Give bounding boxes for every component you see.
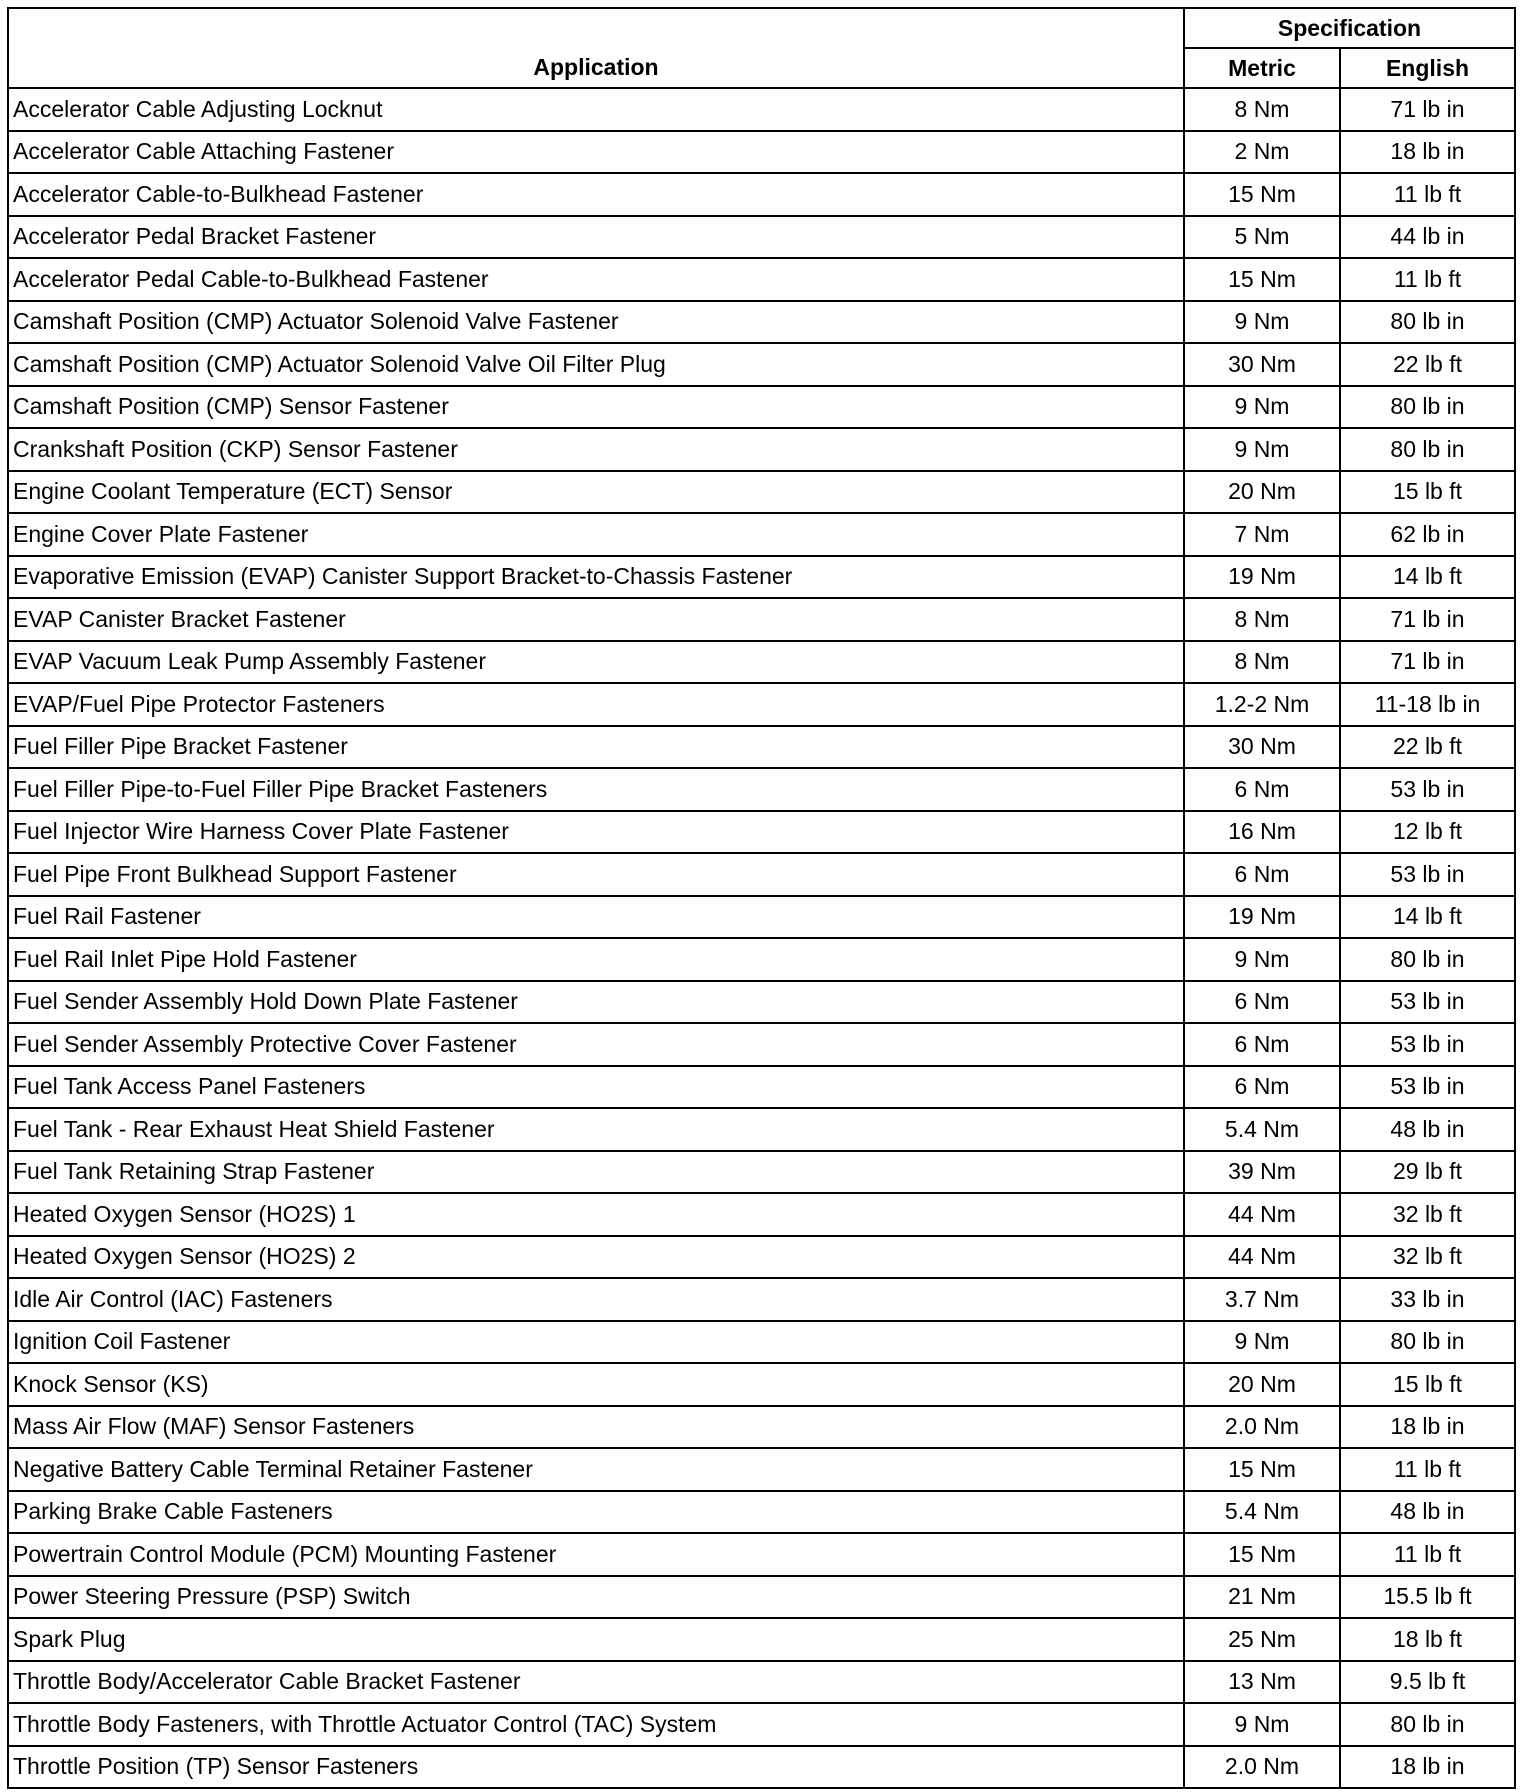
english-cell: 53 lb in [1340,1066,1515,1109]
english-cell: 18 lb in [1340,1406,1515,1449]
table-row [8,471,1515,514]
metric-cell: 30 Nm [1184,343,1340,386]
metric-cell: 16 Nm [1184,811,1340,854]
table-row [8,811,1515,854]
metric-cell: 6 Nm [1184,1023,1340,1066]
metric-cell: 8 Nm [1184,88,1340,131]
english-cell: 11 lb ft [1340,258,1515,301]
english-cell: 33 lb in [1340,1278,1515,1321]
metric-cell: 39 Nm [1184,1151,1340,1194]
application-cell: Throttle Position (TP) Sensor Fasteners [8,1746,1184,1789]
table-row [8,1321,1515,1364]
metric-cell: 8 Nm [1184,641,1340,684]
metric-cell: 3.7 Nm [1184,1278,1340,1321]
table-header-row [8,8,1515,48]
english-cell: 12 lb ft [1340,811,1515,854]
table-row [8,386,1515,429]
table-row [8,1066,1515,1109]
table-row [8,1363,1515,1406]
english-cell: 80 lb in [1340,301,1515,344]
metric-cell: 9 Nm [1184,938,1340,981]
table-row [8,1448,1515,1491]
table-row [8,641,1515,684]
english-cell: 11 lb ft [1340,1533,1515,1576]
english-cell: 53 lb in [1340,1023,1515,1066]
english-cell: 9.5 lb ft [1340,1661,1515,1704]
application-cell: Spark Plug [8,1618,1184,1661]
table-row [8,1533,1515,1576]
application-cell: Knock Sensor (KS) [8,1363,1184,1406]
metric-cell: 20 Nm [1184,471,1340,514]
application-cell: Fuel Rail Inlet Pipe Hold Fastener [8,938,1184,981]
english-cell: 62 lb in [1340,513,1515,556]
application-cell: Accelerator Cable Adjusting Locknut [8,88,1184,131]
table-row [8,1746,1515,1789]
application-cell: Negative Battery Cable Terminal Retainer Fastener [8,1448,1184,1491]
metric-cell: 25 Nm [1184,1618,1340,1661]
english-cell: 18 lb in [1340,131,1515,174]
english-cell: 71 lb in [1340,641,1515,684]
application-cell: Fuel Tank Access Panel Fasteners [8,1066,1184,1109]
application-cell: Fuel Rail Fastener [8,896,1184,939]
english-cell: 29 lb ft [1340,1151,1515,1194]
application-cell: Fuel Tank Retaining Strap Fastener [8,1151,1184,1194]
table-row [8,1703,1515,1746]
english-cell: 80 lb in [1340,938,1515,981]
english-cell: 80 lb in [1340,1703,1515,1746]
english-cell: 22 lb ft [1340,726,1515,769]
table-row [8,598,1515,641]
english-cell: 14 lb ft [1340,556,1515,599]
metric-cell: 6 Nm [1184,981,1340,1024]
metric-cell: 30 Nm [1184,726,1340,769]
application-cell: EVAP Vacuum Leak Pump Assembly Fastener [8,641,1184,684]
application-cell: Engine Cover Plate Fastener [8,513,1184,556]
english-cell: 32 lb ft [1340,1236,1515,1279]
table-row [8,1278,1515,1321]
table-row [8,258,1515,301]
metric-cell: 6 Nm [1184,768,1340,811]
metric-cell: 15 Nm [1184,1448,1340,1491]
application-cell: Camshaft Position (CMP) Sensor Fastener [8,386,1184,429]
application-cell: Power Steering Pressure (PSP) Switch [8,1576,1184,1619]
english-cell: 44 lb in [1340,216,1515,259]
table-row [8,1491,1515,1534]
application-cell: Fuel Filler Pipe-to-Fuel Filler Pipe Bracket Fasteners [8,768,1184,811]
table-row [8,938,1515,981]
metric-cell: 2.0 Nm [1184,1746,1340,1789]
table-row [8,1576,1515,1619]
table-row [8,1406,1515,1449]
table-row [8,88,1515,131]
english-cell: 53 lb in [1340,981,1515,1024]
table-row [8,1151,1515,1194]
application-cell: Ignition Coil Fastener [8,1321,1184,1364]
table-row [8,726,1515,769]
metric-cell: 9 Nm [1184,301,1340,344]
metric-cell: 13 Nm [1184,1661,1340,1704]
metric-cell: 19 Nm [1184,896,1340,939]
english-cell: 48 lb in [1340,1491,1515,1534]
table-row [8,173,1515,216]
application-cell: Accelerator Cable-to-Bulkhead Fastener [8,173,1184,216]
metric-cell: 19 Nm [1184,556,1340,599]
english-cell: 14 lb ft [1340,896,1515,939]
english-cell: 22 lb ft [1340,343,1515,386]
application-cell: Throttle Body Fasteners, with Throttle Actuator Control (TAC) System [8,1703,1184,1746]
table-row [8,131,1515,174]
application-cell: Fuel Sender Assembly Hold Down Plate Fastener [8,981,1184,1024]
metric-cell: 44 Nm [1184,1236,1340,1279]
english-cell: 48 lb in [1340,1108,1515,1151]
application-cell: Accelerator Pedal Cable-to-Bulkhead Fastener [8,258,1184,301]
table-row [8,1618,1515,1661]
application-cell: Throttle Body/Accelerator Cable Bracket Fastener [8,1661,1184,1704]
table-row [8,896,1515,939]
metric-cell: 5.4 Nm [1184,1491,1340,1534]
table-row [8,1023,1515,1066]
metric-cell: 15 Nm [1184,173,1340,216]
table-row [8,683,1515,726]
application-cell: Heated Oxygen Sensor (HO2S) 1 [8,1193,1184,1236]
english-cell: 15 lb ft [1340,1363,1515,1406]
english-cell: 53 lb in [1340,853,1515,896]
english-cell: 80 lb in [1340,428,1515,471]
metric-cell: 2 Nm [1184,131,1340,174]
application-cell: EVAP/Fuel Pipe Protector Fasteners [8,683,1184,726]
application-cell: Fuel Filler Pipe Bracket Fastener [8,726,1184,769]
english-cell: 71 lb in [1340,88,1515,131]
english-cell: 18 lb ft [1340,1618,1515,1661]
english-cell: 53 lb in [1340,768,1515,811]
metric-cell: 20 Nm [1184,1363,1340,1406]
application-cell: Idle Air Control (IAC) Fasteners [8,1278,1184,1321]
metric-cell: 9 Nm [1184,386,1340,429]
application-cell: Evaporative Emission (EVAP) Canister Support Bracket-to-Chassis Fastener [8,556,1184,599]
application-cell: Camshaft Position (CMP) Actuator Solenoid Valve Oil Filter Plug [8,343,1184,386]
metric-cell: 6 Nm [1184,853,1340,896]
table-row [8,343,1515,386]
table-row [8,216,1515,259]
metric-cell: 6 Nm [1184,1066,1340,1109]
application-cell: Parking Brake Cable Fasteners [8,1491,1184,1534]
metric-cell: 44 Nm [1184,1193,1340,1236]
application-cell: Fuel Sender Assembly Protective Cover Fastener [8,1023,1184,1066]
table-row [8,1661,1515,1704]
metric-cell: 5.4 Nm [1184,1108,1340,1151]
english-cell: 80 lb in [1340,1321,1515,1364]
metric-cell: 8 Nm [1184,598,1340,641]
table-row [8,1193,1515,1236]
metric-cell: 21 Nm [1184,1576,1340,1619]
application-cell: Powertrain Control Module (PCM) Mounting Fastener [8,1533,1184,1576]
english-cell: 11-18 lb in [1340,683,1515,726]
table-row [8,1236,1515,1279]
application-cell: Accelerator Cable Attaching Fastener [8,131,1184,174]
torque-spec-table [7,7,1516,1789]
table-row [8,853,1515,896]
application-cell: Fuel Tank - Rear Exhaust Heat Shield Fastener [8,1108,1184,1151]
application-cell: Heated Oxygen Sensor (HO2S) 2 [8,1236,1184,1279]
application-cell: Camshaft Position (CMP) Actuator Solenoid Valve Fastener [8,301,1184,344]
table-row [8,1108,1515,1151]
table-row [8,768,1515,811]
application-cell: Mass Air Flow (MAF) Sensor Fasteners [8,1406,1184,1449]
application-cell: Fuel Injector Wire Harness Cover Plate Fastener [8,811,1184,854]
application-cell: Engine Coolant Temperature (ECT) Sensor [8,471,1184,514]
metric-cell: 9 Nm [1184,428,1340,471]
metric-cell: 15 Nm [1184,258,1340,301]
metric-cell: 7 Nm [1184,513,1340,556]
english-cell: 80 lb in [1340,386,1515,429]
metric-cell: 15 Nm [1184,1533,1340,1576]
table-row [8,556,1515,599]
english-cell: 18 lb in [1340,1746,1515,1789]
english-cell: 11 lb ft [1340,173,1515,216]
metric-cell: 1.2-2 Nm [1184,683,1340,726]
application-cell: EVAP Canister Bracket Fastener [8,598,1184,641]
specification-header: Specification [1184,8,1515,48]
metric-header: Metric [1184,48,1340,88]
metric-cell: 9 Nm [1184,1321,1340,1364]
metric-cell: 5 Nm [1184,216,1340,259]
english-cell: 15 lb ft [1340,471,1515,514]
english-header: English [1340,48,1515,88]
table-row [8,428,1515,471]
english-cell: 32 lb ft [1340,1193,1515,1236]
application-header: Application [8,8,1184,88]
table-row [8,981,1515,1024]
table-body [8,88,1515,1788]
metric-cell: 9 Nm [1184,1703,1340,1746]
english-cell: 71 lb in [1340,598,1515,641]
table-row [8,513,1515,556]
english-cell: 15.5 lb ft [1340,1576,1515,1619]
metric-cell: 2.0 Nm [1184,1406,1340,1449]
application-cell: Fuel Pipe Front Bulkhead Support Fastener [8,853,1184,896]
english-cell: 11 lb ft [1340,1448,1515,1491]
application-cell: Accelerator Pedal Bracket Fastener [8,216,1184,259]
application-cell: Crankshaft Position (CKP) Sensor Fastener [8,428,1184,471]
table-row [8,301,1515,344]
